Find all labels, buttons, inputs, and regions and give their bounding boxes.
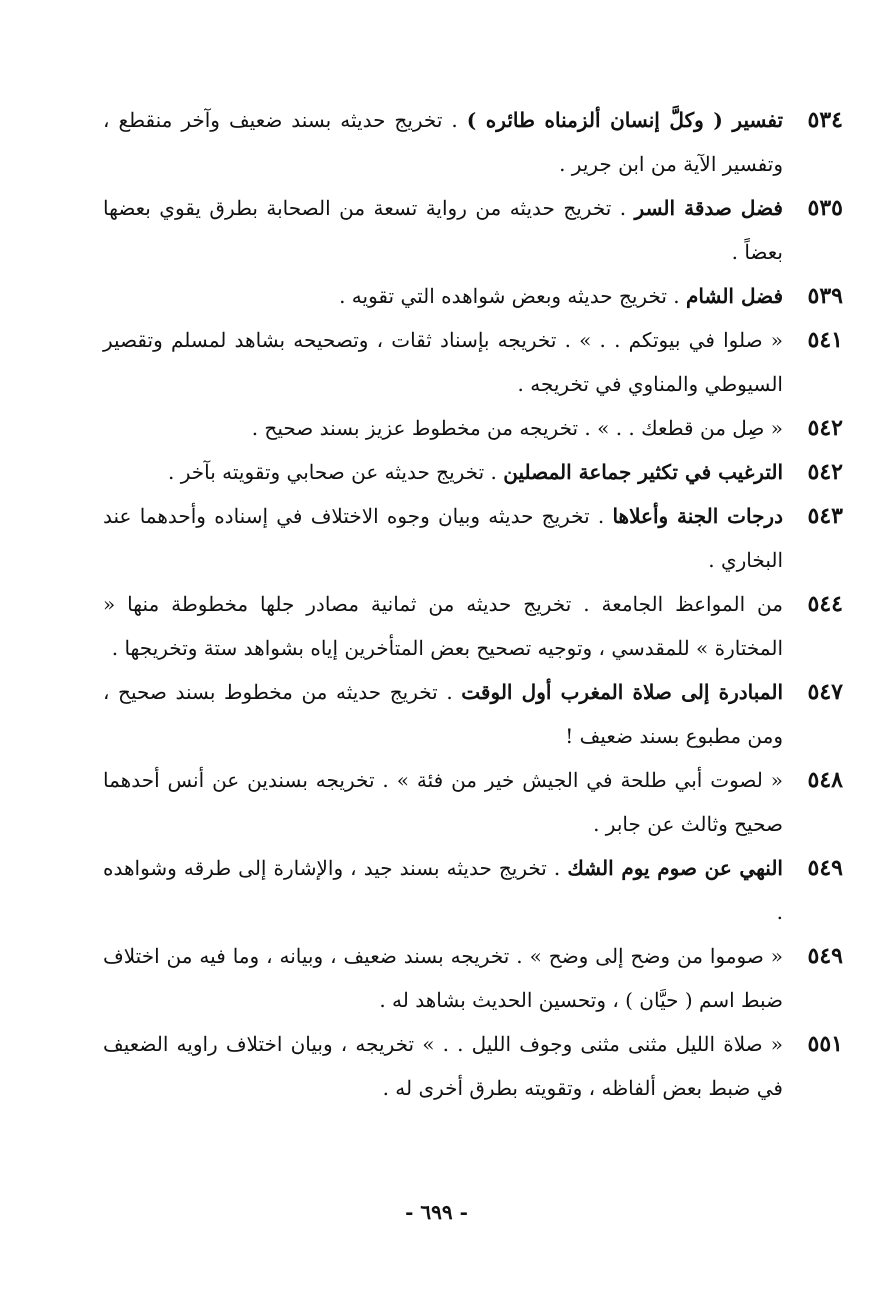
entry-page-number: ٥٤٤: [807, 591, 843, 617]
entry-description: « صوموا من وضح إلى وضح » . تخريجه بسند ضعيف ، وبيانه ، وما فيه من اختلاف ضبط اسم ( حيَّان ) ، وتحسين الحديث بشاهد له .: [103, 944, 783, 1012]
index-entry: [103, 186, 843, 274]
index-entry: [103, 582, 843, 670]
entry-topic: فضل صدقة السر: [634, 196, 783, 220]
index-list: [103, 98, 843, 1110]
entry-text: [103, 406, 783, 450]
entry-description: . تخريج حديثه من مخطوط بسند صحيح ، ومن مطبوع بسند ضعيف !: [103, 680, 783, 748]
entry-page-number: ٥٣٥: [807, 195, 843, 221]
index-entry: [103, 494, 843, 582]
entry-topic: الترغيب في تكثير جماعة المصلين: [503, 460, 783, 484]
entry-page-number: ٥٤١: [807, 327, 843, 353]
entry-text: [103, 274, 783, 318]
entry-topic: فضل الشام: [686, 284, 783, 308]
entry-description: « صلوا في بيوتكم . . » . تخريجه بإسناد ثقات ، وتصحيحه بشاهد لمسلم وتقصير السيوطي والمناوي في تخريجه .: [103, 328, 783, 396]
entry-page-number: ٥٣٩: [807, 283, 843, 309]
index-entry: [103, 98, 843, 186]
entry-description: من المواعظ الجامعة . تخريج حديثه من ثمانية مصادر جلها مخطوطة منها « المختارة » للمقدسي ، وتوجيه تصحيح بعض المتأخرين إياه بشواهد ستة وتخريجها .: [103, 592, 783, 660]
index-entry: [103, 670, 843, 758]
entry-page-number: ٥٣٤: [807, 107, 843, 133]
entry-page-number: ٥٤٢: [807, 459, 843, 485]
entry-page-number: ٥٤٣: [807, 503, 843, 529]
index-entry: [103, 934, 843, 1022]
entry-description: . تخريج حديثه وبيان وجوه الاختلاف في إسناده وأحدهما عند البخاري .: [103, 504, 783, 572]
entry-description: « لصوت أبي طلحة في الجيش خير من فئة » . تخريجه بسندين عن أنس أحدهما صحيح وثالث عن جابر .: [103, 768, 783, 836]
entry-text: [103, 846, 783, 934]
entry-text: [103, 758, 783, 846]
entry-page-number: ٥٤٧: [807, 679, 843, 705]
entry-topic: تفسير ( وكلَّ إنسان ألزمناه طائره ): [466, 108, 784, 132]
entry-text: [103, 670, 783, 758]
entry-page-number: ٥٤٩: [807, 943, 843, 969]
page-number: - ٦٩٩ -: [405, 1200, 468, 1224]
entry-description: « صلاة الليل مثنى مثنى وجوف الليل . . » تخريجه ، وبيان اختلاف راويه الضعيف في ضبط بعض ألفاظه ، وتقويته بطرق أخرى له .: [103, 1032, 783, 1100]
entry-description: . تخريج حديثه وبعض شواهده التي تقويه .: [339, 284, 687, 308]
index-entry: [103, 318, 843, 406]
entry-text: [103, 934, 783, 1022]
entry-text: [103, 582, 783, 670]
index-entry: [103, 274, 843, 318]
entry-text: [103, 98, 783, 186]
entry-text: [103, 450, 783, 494]
entry-description: « صِل من قطعك . . » . تخريجه من مخطوط عزيز بسند صحيح .: [251, 416, 783, 440]
entry-page-number: ٥٤٩: [807, 855, 843, 881]
entry-text: [103, 318, 783, 406]
entry-topic: النهي عن صوم يوم الشك: [567, 856, 783, 880]
entry-page-number: ٥٤٨: [807, 767, 843, 793]
index-entry: [103, 846, 843, 934]
entry-page-number: ٥٤٢: [807, 415, 843, 441]
entry-description: . تخريج حديثه بسند ضعيف وآخر منقطع ، وتفسير الآية من ابن جرير .: [103, 108, 783, 176]
index-entry: [103, 758, 843, 846]
entry-topic: المبادرة إلى صلاة المغرب أول الوقت: [461, 680, 784, 704]
entry-text: [103, 186, 783, 274]
index-entry: [103, 406, 843, 450]
entry-text: [103, 494, 783, 582]
entry-topic: درجات الجنة وأعلاها: [612, 504, 783, 528]
index-entry: [103, 450, 843, 494]
index-entry: [103, 1022, 843, 1110]
entry-description: . تخريج حديثه من رواية تسعة من الصحابة بطرق يقوي بعضها بعضاً .: [103, 196, 783, 264]
entry-text: [103, 1022, 783, 1110]
entry-description: . تخريج حديثه بسند جيد ، والإشارة إلى طرقه وشواهده .: [103, 856, 783, 924]
entry-page-number: ٥٥١: [807, 1031, 843, 1057]
entry-description: . تخريج حديثه عن صحابي وتقويته بآخر .: [168, 460, 504, 484]
